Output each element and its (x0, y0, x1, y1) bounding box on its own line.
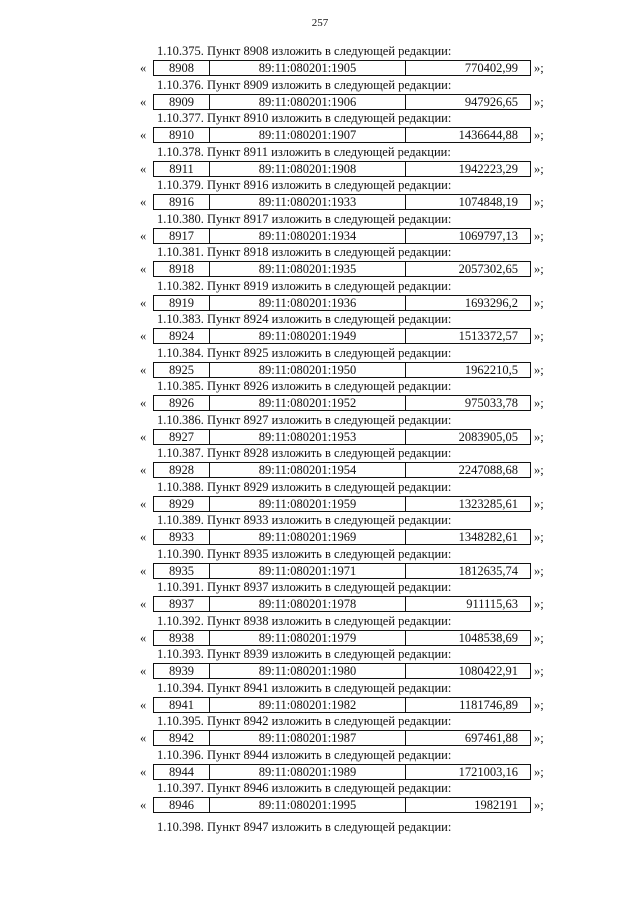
amendment-heading: 1.10.379. Пункт 8916 изложить в следующей редакции: (157, 178, 452, 192)
table-row (153, 228, 531, 244)
amendment-row (140, 764, 560, 780)
quote-open: « (140, 94, 147, 109)
amendment-entry (0, 279, 640, 313)
table-row (153, 194, 531, 210)
amendment-row (140, 60, 560, 76)
quote-close: »; (534, 630, 544, 645)
quote-open: « (140, 764, 147, 779)
cadastral-number-cell: 89:11:080201:1953 (210, 430, 406, 444)
item-number-cell: 8916 (154, 195, 210, 209)
quote-close: »; (534, 496, 544, 511)
cadastral-number-cell: 89:11:080201:1907 (210, 128, 406, 142)
value-cell: 2247088,68 (458, 463, 518, 477)
value-cell: 2083905,05 (458, 429, 518, 444)
quote-open: « (140, 195, 147, 209)
amendment-heading: 1.10.381. Пункт 8918 изложить в следующей редакции: (157, 245, 452, 259)
amendment-row (140, 663, 560, 679)
amendment-list (0, 44, 640, 815)
amendment-heading: 1.10.377. Пункт 8910 изложить в следующей редакции: (157, 111, 452, 125)
value-cell: 1323285,61 (458, 496, 518, 511)
cadastral-number-cell: 89:11:080201:1936 (210, 296, 406, 310)
item-number-cell: 8937 (154, 597, 210, 611)
quote-open: « (140, 161, 147, 176)
item-number-cell: 8926 (154, 396, 210, 410)
cadastral-number-cell: 89:11:080201:1952 (210, 396, 406, 410)
table-row (153, 161, 531, 177)
amendment-row (140, 194, 560, 210)
value-cell: 975033,78 (464, 396, 518, 410)
value-cell: 1048538,69 (458, 630, 518, 645)
quote-close: »; (534, 463, 544, 477)
amendment-entry (0, 748, 640, 782)
amendment-heading: 1.10.378. Пункт 8911 изложить в следующей редакции: (157, 144, 451, 159)
item-number-cell: 8910 (154, 128, 210, 142)
quote-close: »; (534, 295, 544, 310)
table-row (153, 563, 531, 579)
quote-open: « (140, 429, 147, 444)
amendment-entry (0, 614, 640, 648)
amendment-row (140, 596, 560, 612)
quote-close: »; (534, 731, 544, 745)
amendment-entry (0, 379, 640, 413)
quote-open: « (140, 396, 147, 410)
value-cell: 1721003,16 (458, 764, 518, 779)
amendment-heading: 1.10.382. Пункт 8919 изложить в следующей редакции: (157, 278, 452, 293)
table-row (153, 127, 531, 143)
table-row (153, 697, 531, 713)
amendment-entry (0, 681, 640, 715)
amendment-row (140, 127, 560, 143)
value-cell: 1693296,2 (464, 295, 518, 310)
value-cell: 947926,65 (464, 94, 518, 109)
value-cell: 1962210,5 (464, 362, 518, 377)
amendment-row (140, 697, 560, 713)
item-number-cell: 8942 (154, 731, 210, 745)
amendment-heading: 1.10.385. Пункт 8926 изложить в следующей редакции: (157, 379, 452, 393)
value-cell: 1942223,29 (458, 161, 518, 176)
amendment-row (140, 462, 560, 478)
amendment-heading: 1.10.375. Пункт 8908 изложить в следующей редакции: (157, 44, 452, 58)
value-cell: 1181746,89 (459, 697, 518, 712)
table-row (153, 60, 531, 76)
quote-open: « (140, 563, 147, 578)
item-number-cell: 8918 (154, 262, 210, 276)
item-number-cell: 8917 (154, 229, 210, 243)
amendment-entry (0, 413, 640, 447)
amendment-entry (0, 647, 640, 681)
value-cell: 1074848,19 (458, 195, 518, 209)
item-number-cell: 8908 (154, 61, 210, 75)
amendment-heading: 1.10.384. Пункт 8925 изложить в следующей редакции: (157, 345, 452, 360)
page-number: 257 (311, 17, 329, 29)
quote-open: « (140, 530, 147, 544)
quote-open: « (140, 262, 147, 276)
quote-close: »; (534, 697, 544, 712)
quote-close: »; (534, 262, 544, 276)
cadastral-number-cell: 89:11:080201:1979 (210, 631, 406, 645)
quote-open: « (140, 61, 147, 75)
cadastral-number-cell: 89:11:080201:1905 (210, 61, 406, 75)
amendment-heading: 1.10.395. Пункт 8942 изложить в следующей редакции: (157, 714, 452, 728)
table-row (153, 395, 531, 411)
amendment-entry (0, 513, 640, 547)
value-cell: 1436644,88 (458, 128, 518, 142)
amendment-entry (0, 78, 640, 112)
table-row (153, 261, 531, 277)
amendment-entry (0, 44, 640, 78)
quote-close: »; (534, 195, 544, 209)
amendment-heading: 1.10.397. Пункт 8946 изложить в следующей редакции: (157, 781, 452, 795)
cadastral-number-cell: 89:11:080201:1934 (210, 229, 406, 243)
value-cell: 1348282,61 (458, 530, 518, 544)
amendment-heading: 1.10.389. Пункт 8933 изложить в следующей редакции: (157, 513, 452, 527)
item-number-cell: 8944 (154, 765, 210, 779)
amendment-entry (0, 346, 640, 380)
amendment-row (140, 94, 560, 110)
amendment-row (140, 362, 560, 378)
cadastral-number-cell: 89:11:080201:1982 (210, 698, 406, 712)
item-number-cell: 8927 (154, 430, 210, 444)
item-number-cell: 8941 (154, 698, 210, 712)
amendment-heading: 1.10.391. Пункт 8937 изложить в следующей редакции: (157, 580, 452, 594)
quote-open: « (140, 228, 147, 243)
amendment-row (140, 261, 560, 277)
quote-close: »; (534, 362, 544, 377)
quote-open: « (140, 128, 147, 142)
value-cell: 1982191 (474, 798, 518, 812)
value-cell: 697461,88 (464, 731, 518, 745)
cadastral-number-cell: 89:11:080201:1950 (210, 363, 406, 377)
cadastral-number-cell: 89:11:080201:1995 (210, 798, 406, 812)
amendment-heading: 1.10.388. Пункт 8929 изложить в следующей редакции: (157, 479, 452, 494)
quote-open: « (140, 329, 147, 343)
table-row (153, 362, 531, 378)
amendment-entry (0, 714, 640, 748)
amendment-row (140, 797, 560, 813)
amendment-heading: 1.10.386. Пункт 8927 изложить в следующей редакции: (157, 412, 452, 427)
quote-open: « (140, 798, 147, 812)
quote-open: « (140, 697, 147, 712)
quote-close: »; (534, 764, 544, 779)
amendment-row (140, 295, 560, 311)
amendment-row (140, 161, 560, 177)
amendment-heading: 1.10.396. Пункт 8944 изложить в следующей редакции: (157, 747, 452, 762)
quote-open: « (140, 731, 147, 745)
amendment-row (140, 529, 560, 545)
amendment-row (140, 429, 560, 445)
item-number-cell: 8939 (154, 664, 210, 678)
amendment-heading: 1.10.390. Пункт 8935 изложить в следующей редакции: (157, 546, 452, 561)
quote-close: »; (534, 530, 544, 544)
item-number-cell: 8938 (154, 631, 210, 645)
amendment-row (140, 328, 560, 344)
table-row (153, 94, 531, 110)
amendment-entry (0, 480, 640, 514)
quote-open: « (140, 295, 147, 310)
quote-open: « (140, 630, 147, 645)
table-row (153, 663, 531, 679)
table-row (153, 496, 531, 512)
amendment-entry (0, 547, 640, 581)
value-cell: 770402,99 (464, 61, 518, 75)
cadastral-number-cell: 89:11:080201:1949 (210, 329, 406, 343)
quote-open: « (140, 664, 147, 678)
value-cell: 1080422,91 (458, 664, 518, 678)
amendment-entry (0, 145, 640, 179)
quote-close: »; (534, 61, 544, 75)
item-number-cell: 8935 (154, 564, 210, 578)
value-cell: 2057302,65 (458, 262, 518, 276)
table-row (153, 429, 531, 445)
amendment-entry (0, 178, 640, 212)
value-cell: 1812635,74 (458, 563, 518, 578)
cadastral-number-cell: 89:11:080201:1971 (210, 564, 406, 578)
quote-open: « (140, 496, 147, 511)
amendment-heading: 1.10.392. Пункт 8938 изложить в следующей редакции: (157, 613, 452, 628)
table-row (153, 596, 531, 612)
amendment-entry (0, 312, 640, 346)
item-number-cell: 8911 (154, 162, 210, 176)
table-row (153, 462, 531, 478)
table-row (153, 630, 531, 646)
quote-close: »; (534, 228, 544, 243)
item-number-cell: 8919 (154, 296, 210, 310)
final-amendment-heading: 1.10.398. Пункт 8947 изложить в следующей редакции: (157, 820, 452, 834)
value-cell: 1069797,13 (458, 228, 518, 243)
cadastral-number-cell: 89:11:080201:1935 (210, 262, 406, 276)
cadastral-number-cell: 89:11:080201:1969 (210, 530, 406, 544)
amendment-entry (0, 212, 640, 246)
amendment-heading: 1.10.376. Пункт 8909 изложить в следующей редакции: (157, 77, 452, 92)
cadastral-number-cell: 89:11:080201:1989 (210, 765, 406, 779)
quote-close: »; (534, 329, 544, 343)
table-row (153, 295, 531, 311)
amendment-entry (0, 781, 640, 815)
quote-close: »; (534, 664, 544, 678)
amendment-heading: 1.10.394. Пункт 8941 изложить в следующей редакции: (157, 680, 452, 695)
item-number-cell: 8909 (154, 95, 210, 109)
cadastral-number-cell: 89:11:080201:1980 (210, 664, 406, 678)
table-row (153, 764, 531, 780)
cadastral-number-cell: 89:11:080201:1987 (210, 731, 406, 745)
value-cell: 911115,63 (466, 597, 518, 611)
table-row (153, 529, 531, 545)
item-number-cell: 8933 (154, 530, 210, 544)
quote-close: »; (534, 563, 544, 578)
cadastral-number-cell: 89:11:080201:1959 (210, 497, 406, 511)
cadastral-number-cell: 89:11:080201:1908 (210, 162, 406, 176)
amendment-entry (0, 111, 640, 145)
quote-close: »; (534, 128, 544, 142)
table-row (153, 328, 531, 344)
amendment-row (140, 563, 560, 579)
item-number-cell: 8946 (154, 798, 210, 812)
item-number-cell: 8925 (154, 363, 210, 377)
quote-close: »; (534, 798, 544, 812)
table-row (153, 730, 531, 746)
amendment-entry (0, 446, 640, 480)
quote-open: « (140, 597, 147, 611)
amendment-heading: 1.10.393. Пункт 8939 изложить в следующей редакции: (157, 647, 452, 661)
cadastral-number-cell: 89:11:080201:1978 (210, 597, 406, 611)
quote-close: »; (534, 161, 544, 176)
amendment-row (140, 730, 560, 746)
quote-close: »; (534, 429, 544, 444)
quote-open: « (140, 362, 147, 377)
amendment-row (140, 496, 560, 512)
cadastral-number-cell: 89:11:080201:1906 (210, 95, 406, 109)
amendment-heading: 1.10.383. Пункт 8924 изложить в следующей редакции: (157, 312, 452, 326)
amendment-entry (0, 580, 640, 614)
amendment-heading: 1.10.387. Пункт 8928 изложить в следующей редакции: (157, 446, 452, 460)
cadastral-number-cell: 89:11:080201:1933 (210, 195, 406, 209)
cadastral-number-cell: 89:11:080201:1954 (210, 463, 406, 477)
quote-close: »; (534, 597, 544, 611)
amendment-entry (0, 245, 640, 279)
item-number-cell: 8929 (154, 497, 210, 511)
quote-open: « (140, 463, 147, 477)
quote-close: »; (534, 396, 544, 410)
item-number-cell: 8924 (154, 329, 210, 343)
value-cell: 1513372,57 (458, 329, 518, 343)
quote-close: »; (534, 94, 544, 109)
amendment-row (140, 395, 560, 411)
amendment-heading: 1.10.380. Пункт 8917 изложить в следующей редакции: (157, 211, 452, 226)
item-number-cell: 8928 (154, 463, 210, 477)
amendment-row (140, 630, 560, 646)
table-row (153, 797, 531, 813)
amendment-row (140, 228, 560, 244)
